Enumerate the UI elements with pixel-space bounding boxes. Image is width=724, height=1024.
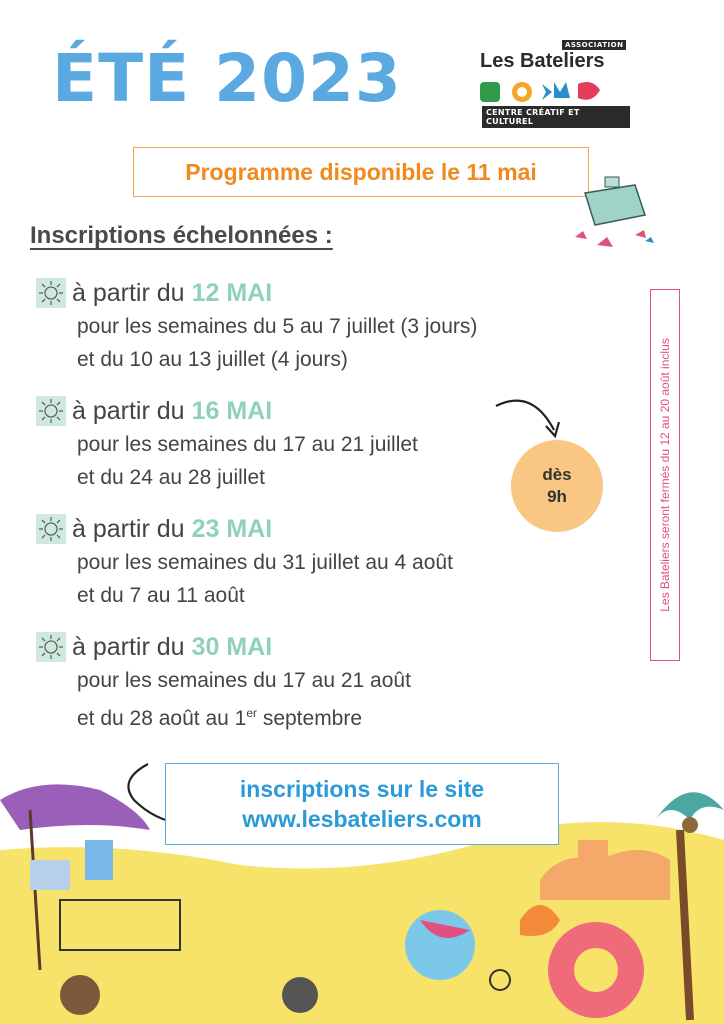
ordinal-superscript: er [246, 706, 257, 720]
badge-line-2: 9h [547, 487, 567, 506]
period-line-2: et du 24 au 28 juillet [77, 466, 265, 489]
period-date: 30 MAI [191, 632, 273, 661]
period-30-mai [36, 630, 411, 735]
period-prefix: à partir du [72, 278, 185, 307]
sun-icon [36, 514, 66, 544]
period-prefix: à partir du [72, 514, 185, 543]
period-line-1: pour les semaines du 5 au 7 juillet (3 jours) [77, 315, 478, 338]
period-line-2-end: septembre [256, 707, 363, 730]
period-prefix: à partir du [72, 632, 185, 661]
period-line-1: pour les semaines du 17 au 21 août [77, 669, 411, 692]
sun-icon [36, 396, 66, 426]
period-date: 12 MAI [191, 278, 273, 307]
period-16-mai [36, 394, 418, 494]
logo-name: Les Bateliers [480, 50, 605, 72]
period-line-1: pour les semaines du 31 juillet au 4 août [77, 551, 453, 574]
inscriptions-title: Inscriptions échelonnées : [30, 222, 333, 249]
period-prefix: à partir du [72, 396, 185, 425]
period-23-mai [36, 512, 453, 612]
period-line-1: pour les semaines du 17 au 21 juillet [77, 433, 418, 456]
logo-association-label: ASSOCIATION [562, 40, 626, 50]
period-line-2: et du 10 au 13 juillet (4 jours) [77, 348, 348, 371]
sun-icon [36, 278, 66, 308]
boat-drawing [565, 175, 660, 260]
period-line-2: et du 7 au 11 août [77, 584, 245, 607]
site-line-1: inscriptions sur le site [239, 776, 485, 802]
period-date: 23 MAI [191, 514, 273, 543]
website-link[interactable]: www.lesbateliers.com [242, 806, 482, 832]
closure-note-text: Les Bateliers seront fermés du 12 au 20 août inclus [658, 338, 672, 612]
period-line-2 [77, 697, 411, 735]
badge-line-1: dès [542, 465, 572, 484]
logo-icons [480, 78, 630, 106]
period-12-mai [36, 276, 477, 376]
closure-note [650, 289, 680, 661]
period-line-2-main: et du 28 août au 1 [77, 707, 247, 730]
programme-banner: Programme disponible le 11 mai [133, 147, 589, 197]
curved-arrow-icon [492, 392, 567, 447]
bateliers-logo[interactable] [470, 40, 630, 126]
website-banner[interactable] [165, 763, 559, 845]
logo-subtitle: CENTRE CRÉATIF ET CULTUREL [482, 106, 630, 128]
page-title: ÉTÉ 2023 [52, 40, 402, 117]
period-date: 16 MAI [191, 396, 273, 425]
sun-icon [36, 632, 66, 662]
opening-time-badge [511, 440, 603, 532]
